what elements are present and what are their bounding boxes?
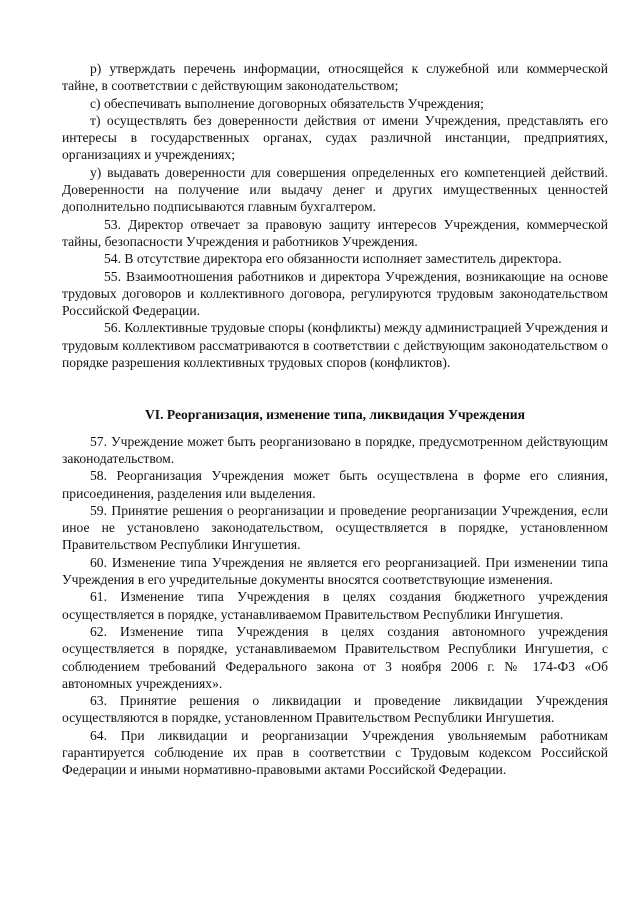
paragraph-57: 57. Учреждение может быть реорганизовано в порядке, предусмотренном действующим законодательством. [62, 433, 608, 466]
paragraph-60: 60. Изменение типа Учреждения не является его реорганизацией. При изменении типа Учреждения в его учредительные документы вносятся соответствующие изменения. [62, 554, 608, 588]
paragraph-61: 61. Изменение типа Учреждения в целях создания бюджетного учреждения осуществляется в порядке, устанавливаемом Правительством Республики Ингушетия. [62, 589, 608, 622]
paragraph-s: с) обеспечивать выполнение договорных обязательств Учреждения; [90, 95, 484, 111]
paragraph-58: 58. Реорганизация Учреждения может быть осуществлена в форме его слияния, присоединения, разделения или выделения. [62, 468, 608, 501]
paragraph-r: р) утверждать перечень информации, относящейся к служебной или коммерческой тайне, в соответствии с действующим законодательством; [62, 61, 608, 94]
paragraph-56: 56. Коллективные трудовые споры (конфликты) между администрацией Учреждения и трудовым коллективом рассматриваются в соответствии с действующим законодательством о порядке разрешения коллективных трудовых споров (конфликтов). [62, 320, 609, 371]
paragraph-64: 64. При ликвидации и реорганизации Учреждения увольняемым работникам гарантируется соблюдение их прав в соответствии с Трудовым кодексом Российской Федерации и иными нормативно-правовыми актами Российской Федерации. [62, 727, 608, 778]
paragraph-t: т) осуществлять без доверенности действия от имени Учреждения, представлять его интересы в государственных органах, судах различной инстанции, предприятиях, организациях и учреждениях; [62, 112, 608, 163]
paragraph-55: 55. Взаимоотношения работников и директора Учреждения, возникающие на основе трудовых договоров и коллективного договора, регулируются трудовым законодательством Российской Федерации. [62, 268, 608, 319]
paragraph-63: 63. Принятие решения о ликвидации и проведение ликвидации Учреждения осуществляются в порядке, установленном Правительством Республики Ингушетия. [62, 693, 608, 726]
paragraph-59: 59. Принятие решения о реорганизации и проведение реорганизации Учреждения, если иное не установлено законодательством, осуществляется в порядке, установленном Правительством Республики Ингушетия. [62, 502, 608, 553]
section-heading: VI. Реорганизация, изменение типа, ликвидация Учреждения [144, 407, 525, 423]
paragraph-u: у) выдавать доверенности для совершения определенных его компетенцией действий. Доверенности на получение или выдачу денег и других имущественных ценностей дополнительно подписываются главным бухгалтером. [62, 164, 608, 215]
paragraph-54: 54. В отсутствие директора его обязанности исполняет заместитель директора. [104, 251, 562, 267]
paragraph-53: 53. Директор отвечает за правовую защиту интересов Учреждения, коммерческой тайны, безопасности Учреждения и работников Учреждения. [62, 216, 608, 249]
paragraph-62: 62. Изменение типа Учреждения в целях создания автономного учреждения осуществляется в порядке, устанавливаемом Правительством Республики Ингушетия, с соблюдением требований Федерального закона от 3 ноября 2006 г. № 174-ФЗ «Об автономных учреждениях». [62, 623, 608, 691]
